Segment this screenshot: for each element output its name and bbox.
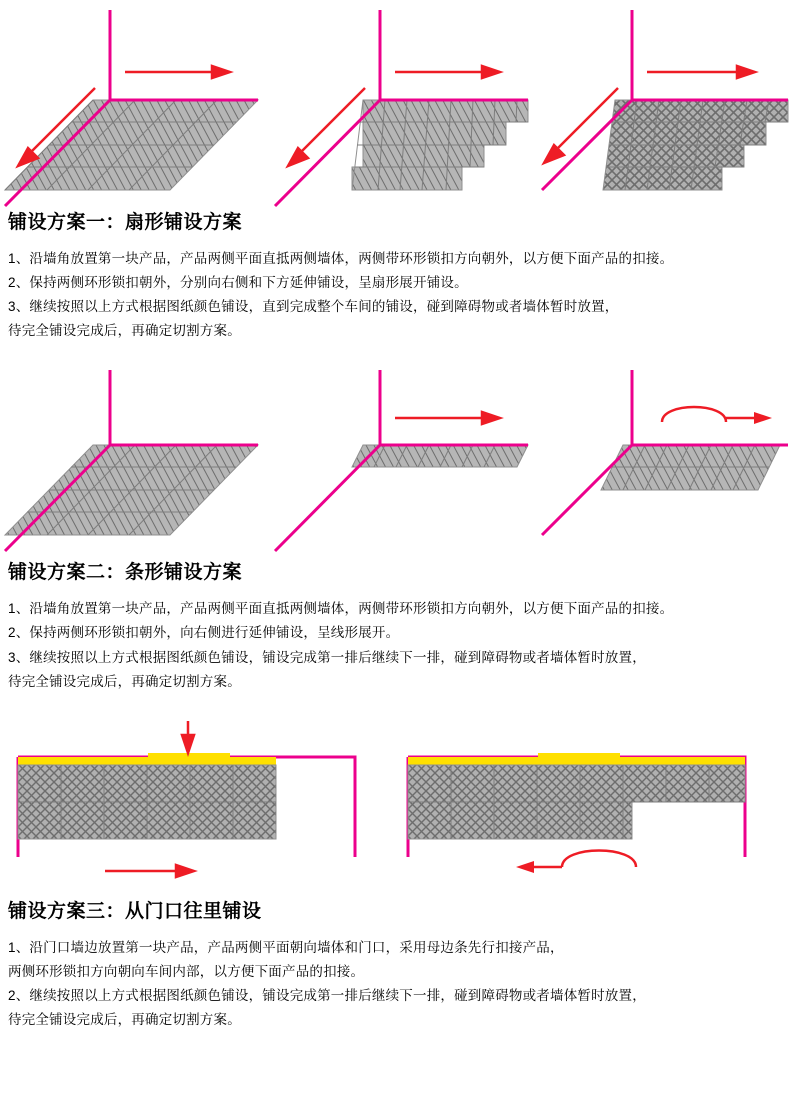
step-plan-one-4: 待完全铺设完成后，再确定切割方案。 <box>8 323 241 339</box>
step-plan-one-2: 2、保持两侧环形锁扣朝外，分别向右侧和下方延伸铺设，呈扇形展开铺设。 <box>8 274 468 290</box>
figure-plan-three-left <box>0 719 380 894</box>
figure-plan-one-step-2 <box>270 0 540 205</box>
figure-plan-one-step-3 <box>540 0 800 205</box>
step-plan-one-3: 3、继续按照以上方式根据图纸颜色铺设，直到完成整个车间的铺设，碰到障碍物或者墙体暂时放置， <box>8 299 619 315</box>
figure-plan-two-step-3 <box>540 370 800 555</box>
step-plan-three-2: 两侧环形锁扣方向朝向车间内部，以方便下面产品的扣接。 <box>8 963 365 979</box>
text-block-plan-three <box>0 899 800 1031</box>
heading-plan-two: 铺设方案二：条形铺设方案 <box>8 562 243 584</box>
step-plan-two-3: 3、继续按照以上方式根据图纸颜色铺设，铺设完成第一排后继续下一排，碰到障碍物或者墙体暂时放置， <box>8 649 646 665</box>
step-plan-three-4: 待完全铺设完成后，再确定切割方案。 <box>8 1012 241 1028</box>
figure-plan-two-step-2 <box>270 370 540 555</box>
step-plan-two-2: 2、保持两侧环形锁扣朝外，向右侧进行延伸铺设，呈线形展开。 <box>8 625 400 641</box>
figure-plan-one-step-1 <box>0 0 270 205</box>
heading-plan-three: 铺设方案三：从门口往里铺设 <box>8 900 262 922</box>
step-plan-three-3: 2、继续按照以上方式根据图纸颜色铺设，铺设完成第一排后继续下一排，碰到障碍物或者墙体暂时放置， <box>8 987 646 1003</box>
step-plan-two-1: 1、沿墙角放置第一块产品，产品两侧平面直抵两侧墙体，两侧带环形锁扣方向朝外，以方便下面产品的扣接。 <box>8 601 674 617</box>
step-plan-one-1: 1、沿墙角放置第一块产品，产品两侧平面直抵两侧墙体，两侧带环形锁扣方向朝外，以方便下面产品的扣接。 <box>8 250 674 266</box>
text-block-plan-one <box>0 210 800 342</box>
figure-row-plan-two <box>0 370 800 560</box>
figure-plan-two-step-1 <box>0 370 270 555</box>
text-block-plan-two <box>0 560 800 692</box>
figure-row-plan-one <box>0 0 800 210</box>
figure-plan-three-right <box>390 719 790 894</box>
step-plan-two-4: 待完全铺设完成后，再确定切割方案。 <box>8 673 241 689</box>
step-plan-three-1: 1、沿门口墙边放置第一块产品，产品两侧平面朝向墙体和门口，采用母边条先行扣接产品， <box>8 939 564 955</box>
heading-plan-one: 铺设方案一：扇形铺设方案 <box>8 212 243 233</box>
figure-row-plan-three <box>0 719 800 899</box>
